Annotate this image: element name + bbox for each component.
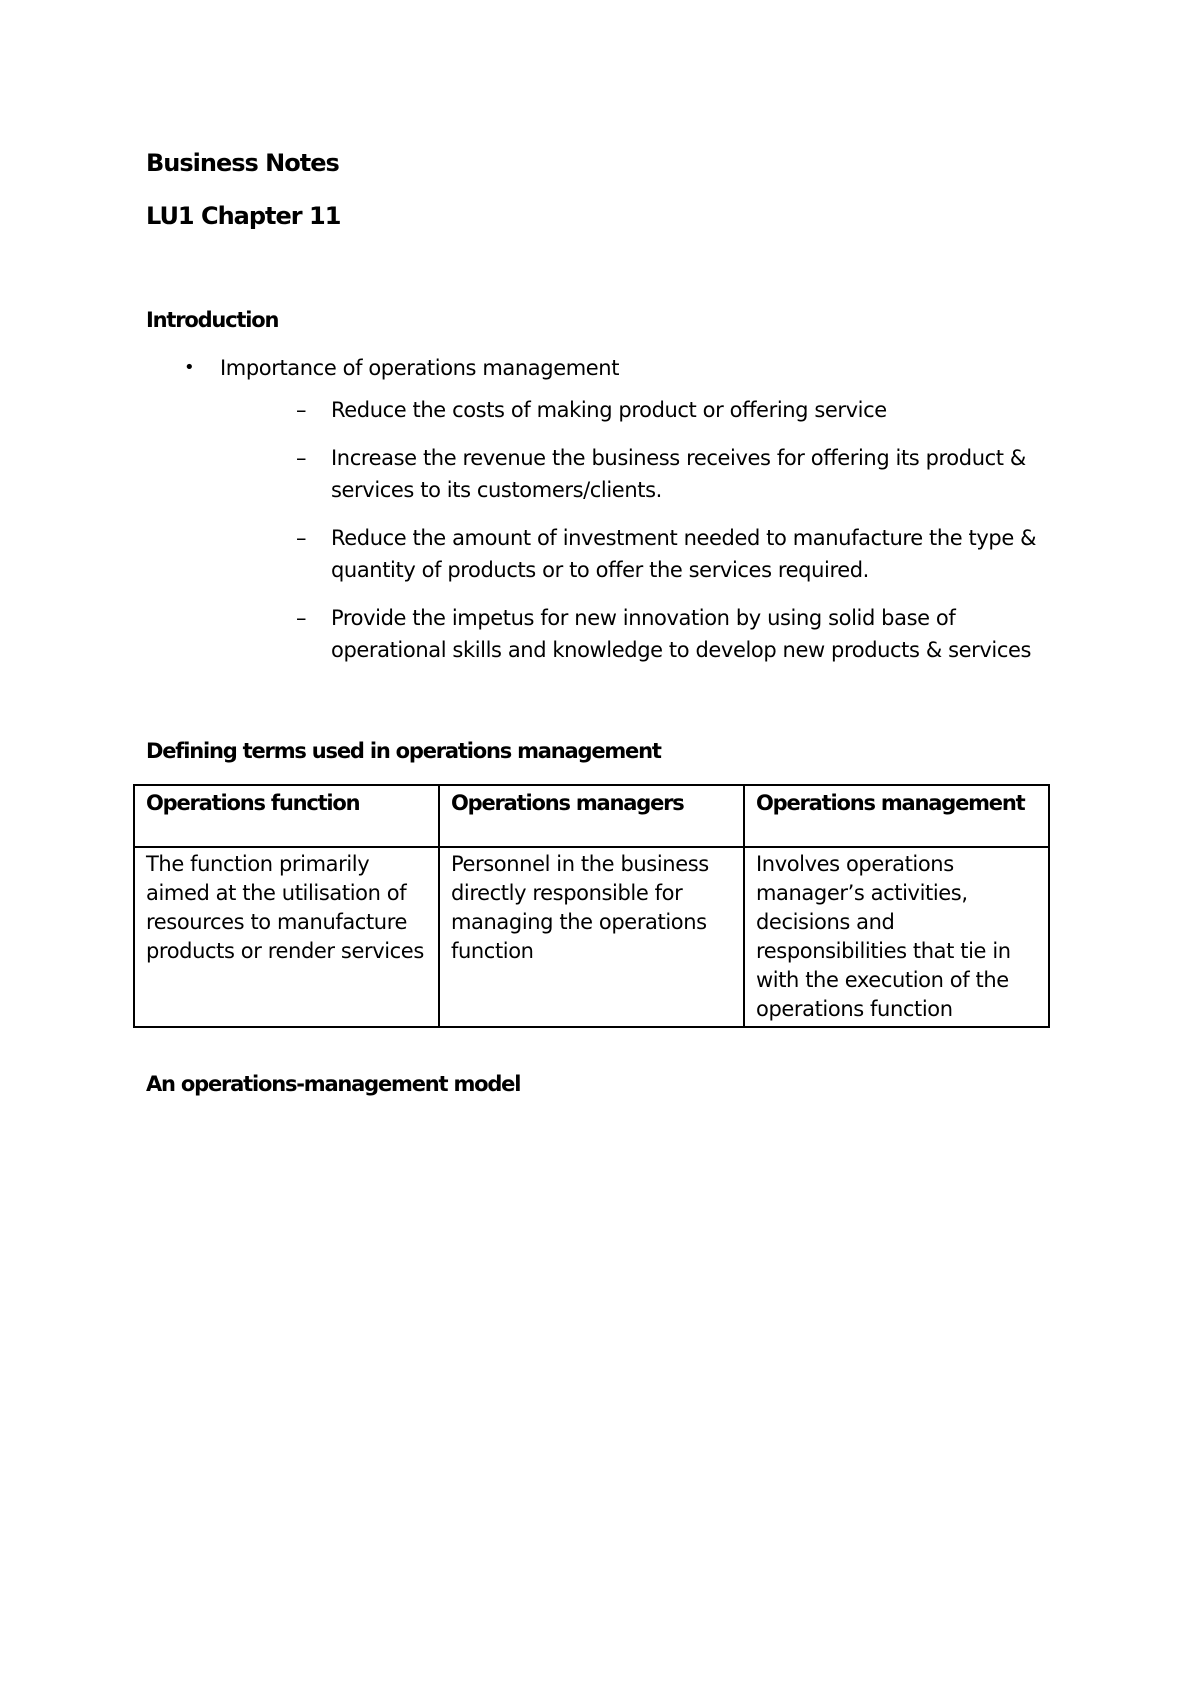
list-item xyxy=(180,352,1060,666)
table-header-row xyxy=(134,785,1049,847)
sub-item-text: Reduce the amount of investment needed to manufacture the type & quantity of products or to offer the services required. xyxy=(331,526,1037,582)
table-row xyxy=(134,847,1049,1027)
terms-table xyxy=(133,784,1050,1028)
table-cell: Personnel in the business directly responsible for managing the operations function xyxy=(439,847,744,1027)
bullet-text: Importance of operations management xyxy=(220,356,620,380)
list-item xyxy=(220,602,1060,666)
list-item xyxy=(220,394,1060,426)
introduction-list xyxy=(180,352,1060,682)
dash-icon: – xyxy=(296,606,307,630)
dash-icon: – xyxy=(296,446,307,470)
document-subtitle: LU1 Chapter 11 xyxy=(146,202,341,230)
column-header: Operations management xyxy=(744,785,1049,847)
dash-icon: – xyxy=(296,526,307,550)
column-header: Operations managers xyxy=(439,785,744,847)
sub-item-text: Provide the impetus for new innovation by using solid base of operational skills and knowledge to develop new products & services xyxy=(331,606,1032,662)
dash-icon: – xyxy=(296,398,307,422)
table-cell: The function primarily aimed at the utilisation of resources to manufacture products or render services xyxy=(134,847,439,1027)
sub-item-text: Reduce the costs of making product or offering service xyxy=(331,398,887,422)
list-item xyxy=(220,442,1060,506)
document-title: Business Notes xyxy=(146,149,339,177)
column-header: Operations function xyxy=(134,785,439,847)
introduction-heading: Introduction xyxy=(146,308,279,332)
list-item xyxy=(220,522,1060,586)
model-heading: An operations-management model xyxy=(146,1072,521,1096)
bullet-icon: • xyxy=(184,357,195,378)
terms-heading: Defining terms used in operations management xyxy=(146,739,661,763)
sub-item-text: Increase the revenue the business receives for offering its product & services to its customers/clients. xyxy=(331,446,1026,502)
table-cell: Involves operations manager’s activities, decisions and responsibilities that tie in with the execution of the operations function xyxy=(744,847,1049,1027)
sub-list xyxy=(220,394,1060,666)
